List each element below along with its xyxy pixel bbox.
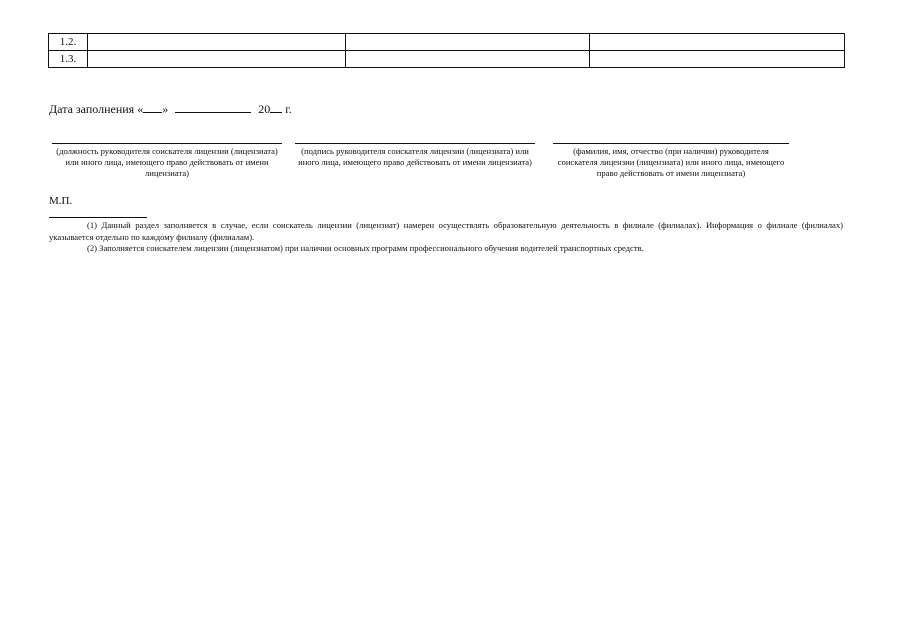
fullname-caption: (фамилия, имя, отчество (при наличии) руководителя соискателя лицензии (лицензиата) или иного лица, имеющего право действовать от имени лицензиата) — [557, 146, 785, 178]
table-cell[interactable] — [346, 34, 590, 51]
fill-date-line — [49, 101, 292, 117]
table-cell[interactable] — [88, 34, 346, 51]
footnote-divider — [49, 217, 147, 218]
footnote-2: (2) Заполняется соискателем лицензии (лицензиатом) при наличии основных программ профессионального обучения водителей транспортных средств. — [87, 243, 644, 253]
year-suffix: г. — [285, 102, 292, 116]
stamp-label: М.П. — [49, 195, 73, 207]
position-caption: (должность руководителя соискателя лицензии (лицензиата) или иного лица, имеющего право действовать от имени лицензиата) — [56, 146, 278, 178]
year-prefix: 20 — [258, 102, 271, 116]
signature-sign — [295, 143, 535, 168]
signature-caption: (подпись руководителя соискателя лицензии (лицензиата) или иного лица, имеющего право действовать от имени лицензиата) — [298, 146, 532, 167]
day-field[interactable] — [143, 101, 162, 113]
footnote-1: (1) Данный раздел заполняется в случае, если соискатель лицензии (лицензиат) намерен осуществлять образовательную деятельность в филиале (филиалах). Информация о филиале (филиалах) указывается отдельно по каждому филиалу (филиалам). — [49, 220, 843, 242]
date-quote-close: » — [162, 102, 169, 116]
position-field[interactable] — [52, 143, 282, 144]
table-cell[interactable] — [88, 51, 346, 68]
table-cell[interactable] — [590, 51, 845, 68]
table-cell[interactable] — [590, 34, 845, 51]
table-row — [49, 34, 845, 51]
fullname-field[interactable] — [553, 143, 789, 144]
footnotes — [49, 220, 843, 255]
signature-position — [52, 143, 282, 179]
row-number: 1.3. — [49, 51, 88, 68]
date-label: Дата заполнения « — [49, 102, 144, 116]
table-cell[interactable] — [346, 51, 590, 68]
month-field[interactable] — [175, 101, 251, 113]
year-field[interactable] — [270, 101, 282, 113]
signature-fullname — [553, 143, 789, 179]
row-number: 1.2. — [49, 34, 88, 51]
data-table — [48, 33, 845, 68]
signature-field[interactable] — [295, 143, 535, 144]
table-row — [49, 51, 845, 68]
